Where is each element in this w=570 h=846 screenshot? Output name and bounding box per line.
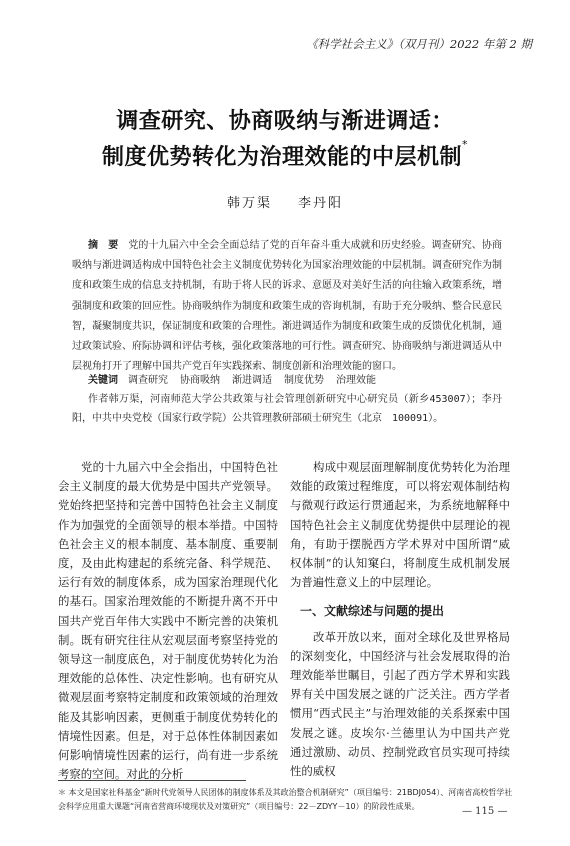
author-list	[0, 192, 570, 211]
page-number: — 115 —	[462, 806, 508, 817]
author-name: 李丹阳	[298, 196, 344, 211]
abstract-text: 党的十九届六中全会全面总结了党的百年奋斗重大成就和历史经验。调查研究、协商吸纳与渐进调适构成中国特色社会主义制度优势转化为国家治理效能的中层机制。调查研究作为制度和政策生成的信息支持机制，有助于将人民的诉求、意愿及对美好生活的向往输入政策系统，增强制度和政策的回应性。协商吸纳作为制度和政策生成的咨询机制，有助于充分吸纳、整合民意民智，凝聚制度共识，保证制度和政策的合理性。渐进调适作为制度和政策生成的反馈优化机制，通过政策试验、府际协调和评估考核，强化政策落地的可行性。调查研究、协商吸纳与渐进调适从中层视角打开了理解中国共产党百年实践探索、制度创新和治理效能的窗口。	[72, 240, 503, 373]
author-name: 韩万渠	[226, 196, 272, 211]
keyword: 调查研究	[128, 375, 168, 386]
abstract-label: 摘 要	[88, 240, 119, 251]
author-affiliation: 作者韩万渠，河南师范大学公共政策与社会管理创新研究中心研究员（新乡453007）；李丹阳，中共中央党校（国家行政学院）公共管理教研部硕士研究生（北京 100091）。	[72, 394, 502, 424]
section-heading: 一、文献综述与问题的提出	[300, 604, 445, 619]
article-title-line-2	[0, 140, 570, 171]
body-column-right	[290, 458, 510, 781]
keyword: 渐进调适	[232, 375, 272, 386]
keyword: 治理效能	[336, 375, 376, 386]
footnote: ＊ 本文是国家社科基金“新时代党领导人民团体的制度体系及其政治整合机制研究”（项目编号：21BDJ054）、河南省高校哲学社会科学应用重大课题“河南省营商环境现状及对策研究”（项目编号：22－ZDYY－10）的阶段性成果。	[58, 788, 513, 811]
keyword: 协商吸纳	[180, 375, 220, 386]
keywords	[72, 372, 502, 390]
abstract	[72, 236, 502, 377]
footnote-divider	[58, 780, 246, 781]
title-footnote-marker[interactable]: *	[462, 138, 468, 151]
body-paragraph: 党的十九届六中全会指出，中国特色社会主义制度的最大优势是中国共产党领导。党始终把坚持和完善中国特色社会主义制度作为加强党的全面领导的根本举措。中国特色社会主义的根本制度、基本制度、重要制度，及由此构建起的系统完备、科学规范、运行有效的制度体系，成为国家治理现代化的基石。国家治理效能的不断提升离不开中国共产党百年伟大实践中不断完善的决策机制。既有研究往往从宏观层面考察坚持党的领导这一制度底色，对于制度优势转化为治理效能的总体性、决定性影响。也有研究从微观层面考察特定制度和政策领域的治理效能及其影响因素，更侧重于制度优势转化的情境性因素。但是，对于总体性体制因素如何影响情境性因素的运行，尚有进一步系统考察的空间。对此的分析	[58, 460, 278, 782]
body-paragraph: 改革开放以来，面对全球化及世界格局的深刻变化，中国经济与社会发展取得的治理效能举世瞩目，引起了西方学术界和实践界有关中国发展之谜的广泛关注。西方学者惯用“西式民主”与治理效能的关系探索中国发展之谜。皮埃尔·兰德里认为中国共产党通过激励、动员、控制党政官员实现可持续性的威权	[290, 629, 510, 779]
body-column-left	[58, 458, 278, 784]
article-title-line-1: 调查研究、协商吸纳与渐进调适：	[116, 109, 454, 134]
body-paragraph: 构成中观层面理解制度优势转化为治理效能的政策过程维度，可以将宏观体制结构与微观行政运行贯通起来，为系统地解释中国特色社会主义制度优势提供中层理论的视角，有助于摆脱西方学术界对中国所谓“威权体制”的认知窠臼，将制度生成机制发展为普遍性意义上的中层理论。	[290, 460, 510, 590]
keywords-label: 关键词	[88, 375, 118, 386]
keyword: 制度优势	[284, 375, 324, 386]
running-head: 《科学社会主义》（双月刊）2022 年第 2 期	[306, 37, 532, 51]
article-title-text: 制度优势转化为治理效能的中层机制	[101, 145, 462, 170]
